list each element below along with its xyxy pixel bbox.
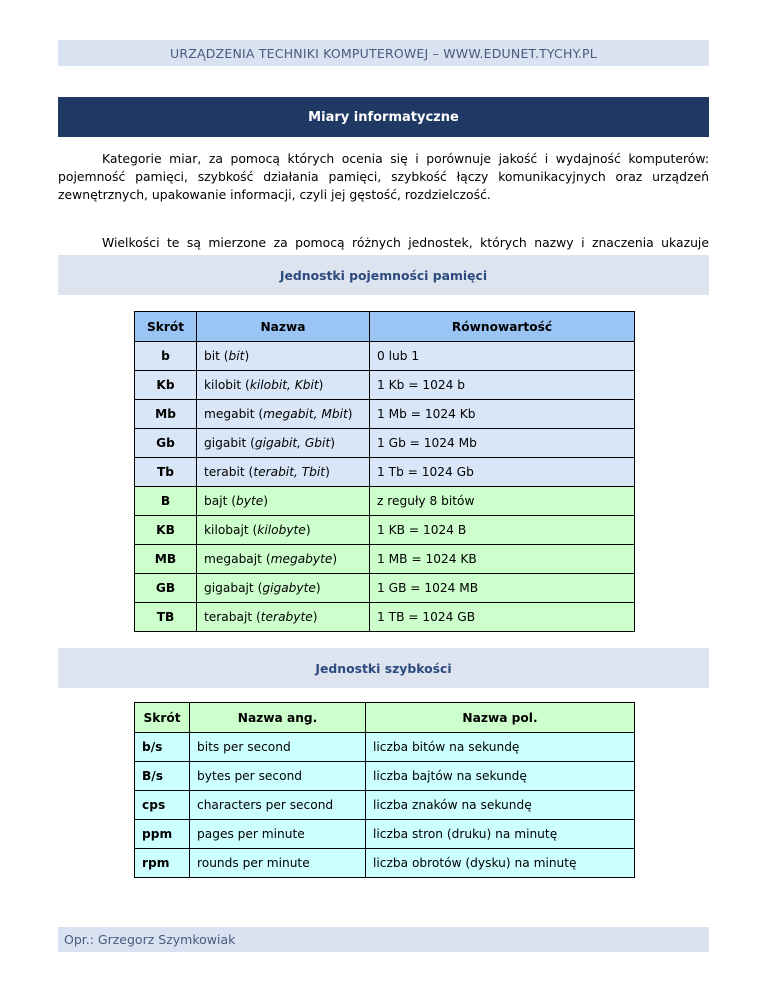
- table-header-row: [135, 312, 635, 342]
- english-name: characters per second: [190, 791, 366, 820]
- unit-name: bajt (byte): [197, 487, 370, 516]
- unit-abbreviation: Tb: [135, 458, 197, 487]
- footer-author: Opr.: Grzegorz Szymkowiak: [64, 932, 236, 947]
- unit-abbreviation: ppm: [135, 820, 190, 849]
- unit-alt-name: kilobyte: [257, 523, 306, 537]
- unit-alt-name: megabyte: [270, 552, 333, 566]
- unit-name: megabit (megabit, Mbit): [197, 400, 370, 429]
- unit-abbreviation: GB: [135, 574, 197, 603]
- unit-equivalent: z reguły 8 bitów: [370, 487, 635, 516]
- unit-name-text: gigabit: [204, 436, 247, 450]
- section-heading-capacity: [58, 255, 709, 295]
- units-intro-paragraph: Wielkości te są mierzone za pomocą różnych jednostek, których nazwy i znaczenia ukazuje: [102, 235, 709, 250]
- unit-name-text: megabit: [204, 407, 255, 421]
- table-row: [135, 429, 635, 458]
- page-title-text: Miary informatyczne: [308, 109, 459, 125]
- english-name: pages per minute: [190, 820, 366, 849]
- table-row: [135, 762, 635, 791]
- unit-name: terabit (terabit, Tbit): [197, 458, 370, 487]
- unit-equivalent: 1 Mb = 1024 Kb: [370, 400, 635, 429]
- unit-equivalent: 1 Tb = 1024 Gb: [370, 458, 635, 487]
- unit-name: kilobit (kilobit, Kbit): [197, 371, 370, 400]
- table-row: [135, 820, 635, 849]
- column-header: Skrót: [135, 703, 190, 733]
- column-header: Nazwa: [197, 312, 370, 342]
- english-name: bits per second: [190, 733, 366, 762]
- section-heading-speed: [58, 648, 709, 688]
- unit-equivalent: 0 lub 1: [370, 342, 635, 371]
- unit-name-text: terabajt: [204, 610, 253, 624]
- polish-name: liczba bitów na sekundę: [366, 733, 635, 762]
- table-row: [135, 516, 635, 545]
- unit-alt-name: gigabit, Gbit: [254, 436, 331, 450]
- unit-name-text: megabajt: [204, 552, 262, 566]
- polish-name: liczba obrotów (dysku) na minutę: [366, 849, 635, 878]
- polish-name: liczba znaków na sekundę: [366, 791, 635, 820]
- header-text: URZĄDZENIA TECHNIKI KOMPUTEROWEJ – WWW.EDUNET.TYCHY.PL: [170, 45, 597, 61]
- unit-abbreviation: Mb: [135, 400, 197, 429]
- page-title: [58, 97, 709, 137]
- table-row: [135, 849, 635, 878]
- unit-name-text: gigabajt: [204, 581, 254, 595]
- unit-equivalent: 1 KB = 1024 B: [370, 516, 635, 545]
- table-row: [135, 458, 635, 487]
- unit-name: kilobajt (kilobyte): [197, 516, 370, 545]
- table-header-row: [135, 703, 635, 733]
- unit-abbreviation: KB: [135, 516, 197, 545]
- unit-alt-name: terabyte: [260, 610, 313, 624]
- page-header: [58, 40, 709, 66]
- unit-abbreviation: b: [135, 342, 197, 371]
- unit-equivalent: 1 GB = 1024 MB: [370, 574, 635, 603]
- table-row: [135, 487, 635, 516]
- unit-alt-name: byte: [236, 494, 264, 508]
- table-row: [135, 545, 635, 574]
- column-header: Równowartość: [370, 312, 635, 342]
- unit-abbreviation: MB: [135, 545, 197, 574]
- section-title: Jednostki szybkości: [315, 660, 452, 676]
- speed-units-table: [134, 702, 635, 878]
- unit-equivalent: 1 MB = 1024 KB: [370, 545, 635, 574]
- unit-abbreviation: TB: [135, 603, 197, 632]
- unit-alt-name: gigabyte: [262, 581, 316, 595]
- column-header: Nazwa ang.: [190, 703, 366, 733]
- table-row: [135, 574, 635, 603]
- unit-equivalent: 1 Gb = 1024 Mb: [370, 429, 635, 458]
- intro-paragraph: Kategorie miar, za pomocą których ocenia się i porównuje jakość i wydajność komputerów: pojemność pamięci, szybkość działania pamięci, szybkość łączy komunikacyjnych oraz urządzeń zewnętrznych, upakowanie informacji, czyli jej gęstość, rozdzielczość.: [58, 151, 709, 202]
- unit-abbreviation: cps: [135, 791, 190, 820]
- unit-name: gigabajt (gigabyte): [197, 574, 370, 603]
- page-footer: [58, 927, 709, 952]
- table-row: [135, 791, 635, 820]
- unit-abbreviation: B/s: [135, 762, 190, 791]
- table-row: [135, 400, 635, 429]
- unit-abbreviation: Kb: [135, 371, 197, 400]
- unit-abbreviation: Gb: [135, 429, 197, 458]
- table-row: [135, 342, 635, 371]
- unit-equivalent: 1 TB = 1024 GB: [370, 603, 635, 632]
- unit-abbreviation: b/s: [135, 733, 190, 762]
- unit-name-text: kilobajt: [204, 523, 249, 537]
- polish-name: liczba stron (druku) na minutę: [366, 820, 635, 849]
- unit-name-text: terabit: [204, 465, 245, 479]
- capacity-units-table: [134, 311, 635, 632]
- unit-equivalent: 1 Kb = 1024 b: [370, 371, 635, 400]
- table-row: [135, 371, 635, 400]
- unit-name: terabajt (terabyte): [197, 603, 370, 632]
- section-title: Jednostki pojemności pamięci: [279, 267, 488, 283]
- column-header: Skrót: [135, 312, 197, 342]
- unit-alt-name: bit: [228, 349, 245, 363]
- table-row: [135, 733, 635, 762]
- unit-name: megabajt (megabyte): [197, 545, 370, 574]
- unit-name-text: bajt: [204, 494, 228, 508]
- table-row: [135, 603, 635, 632]
- column-header: Nazwa pol.: [366, 703, 635, 733]
- unit-abbreviation: rpm: [135, 849, 190, 878]
- polish-name: liczba bajtów na sekundę: [366, 762, 635, 791]
- unit-name: gigabit (gigabit, Gbit): [197, 429, 370, 458]
- unit-alt-name: terabit, Tbit: [253, 465, 326, 479]
- english-name: bytes per second: [190, 762, 366, 791]
- unit-name-text: kilobit: [204, 378, 242, 392]
- unit-name-text: bit: [204, 349, 220, 363]
- unit-abbreviation: B: [135, 487, 197, 516]
- unit-alt-name: kilobit, Kbit: [249, 378, 319, 392]
- unit-alt-name: megabit, Mbit: [263, 407, 348, 421]
- english-name: rounds per minute: [190, 849, 366, 878]
- unit-name: bit (bit): [197, 342, 370, 371]
